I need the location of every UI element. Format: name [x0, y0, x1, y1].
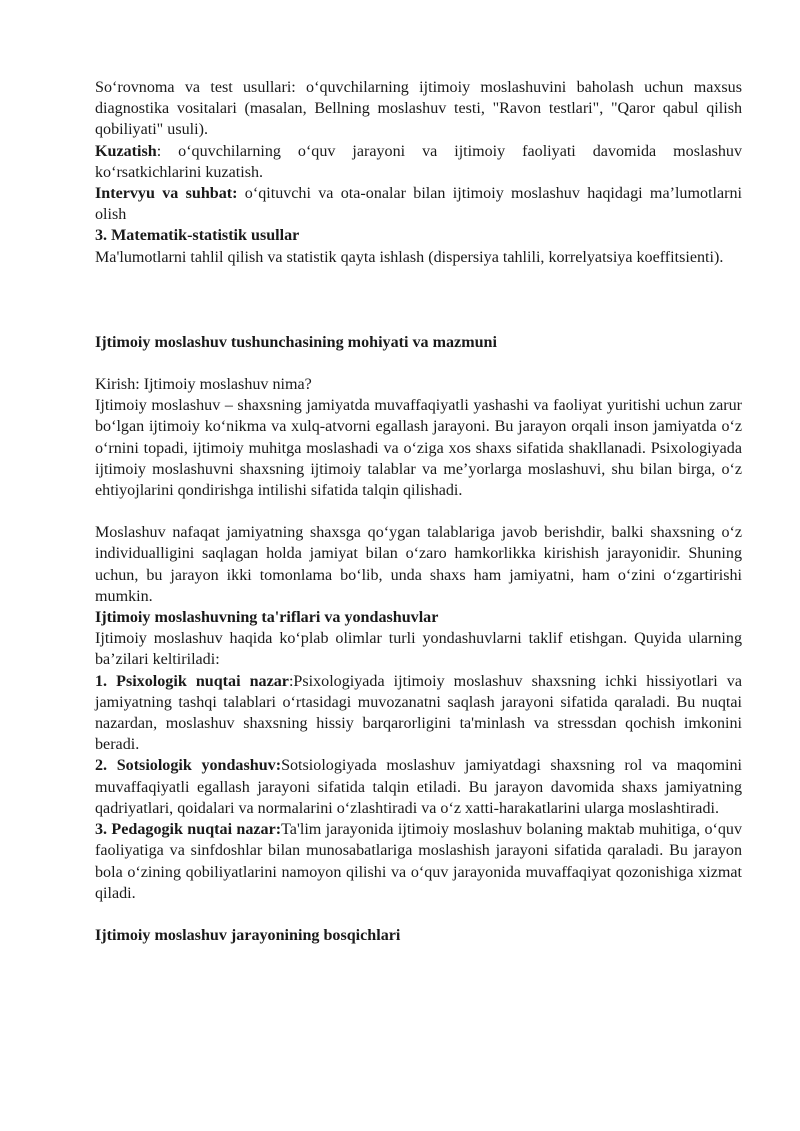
pedagogical-text: Ta'lim jarayonida ijtimoiy moslashuv bolaning maktab muhitiga, o‘quv faoliyatiga va sinfdoshlar bilan munosabatlariga moslashish jarayoni sifatida qaraladi. Bu jarayon bola o‘zining qobiliyatlarini namoyon qilishi va o‘quv jarayonida muvaffaqiyat qozonishiga xizmat qiladi.: [95, 821, 742, 902]
heading-definitions-approaches: Ijtimoiy moslashuvning ta'riflari va yondashuvlar: [95, 609, 439, 627]
observation-label: Kuzatish: [95, 142, 157, 160]
intro-question: Kirish: Ijtimoiy moslashuv nima?: [95, 376, 312, 394]
psychological-label: 1. Psixologik nuqtai nazar: [95, 672, 289, 690]
spacer: [95, 268, 742, 332]
paragraph-definition: Ijtimoiy moslashuv – shaxsning jamiyatda muvaffaqiyatli yashashi va faoliyat yuritishi uchun zarur bo‘lgan ijtimoiy ko‘nikma va xulq-atvorni egallash jarayoni. Bu jarayon orqali inson jamiyatda o‘z o‘rnini topadi, ijtimoiy muhitga moslashadi va o‘ziga xos shaxs sifatida shakllanadi. Psixologiyada ijtimoiy moslashuvni shaxsning ijtimoiy talablar va me’yorlarga moslashuvi, shu bilan birga, o‘z ehtiyojlarini qondirishga intilishi sifatida talqin qilishadi.: [95, 397, 742, 500]
paragraph-data-analysis: Ma'lumotlarni tahlil qilish va statistik qayta ishlash (dispersiya tahlili, korrelyatsiya koeffitsienti).: [95, 248, 724, 266]
list-item-sociological: [95, 755, 742, 819]
paragraph-two-sided-process: Moslashuv nafaqat jamiyatning shaxsga qo‘ygan talablariga javob berishdir, balki shaxsning o‘z individualligini saqlagan holda jamiyat bilan o‘zaro hamkorlikka kirishish jarayonidir. Shuning uchun, bu jarayon ikki tomonlama bo‘lib, unda shaxs ham jamiyatni, ham o‘zini o‘zgartirishi mumkin.: [95, 524, 742, 605]
sociological-label: 2. Sotsiologik yondashuv:: [95, 757, 282, 775]
spacer: [95, 904, 742, 925]
paragraph-survey-methods: So‘rovnoma va test usullari: o‘quvchilarning ijtimoiy moslashuvini baholash uchun maxsus diagnostika vositalari (masalan, Bellning moslashuv testi, "Ravon testlari", "Qaror qabul qilish qobiliyati" usuli).: [95, 79, 742, 139]
spacer: [95, 501, 742, 522]
heading-math-statistics: 3. Matematik-statistik usullar: [95, 227, 300, 245]
spacer: [95, 353, 742, 374]
psychological-text: :Psixologiyada ijtimoiy moslashuv shaxsning ichki hissiyotlari va jamiyatning tashqi talablari o‘rtasidagi muvozanatni saqlash jarayoni sifatida qaraladi. Bu nuqtai nazardan, moslashuv shaxsning hissiy barqarorligini ta'minlash va stressdan qochish imkonini beradi.: [95, 672, 742, 754]
paragraph-observation: [95, 141, 742, 183]
interview-text: o‘qituvchi va ota-onalar bilan ijtimoiy moslashuv haqidagi ma’lumotlarni olish: [95, 185, 742, 224]
section-heading-essence: Ijtimoiy moslashuv tushunchasining mohiyati va mazmuni: [95, 333, 497, 351]
observation-text: : o‘quvchilarning o‘quv jarayoni va ijtimoiy faoliyati davomida moslashuv ko‘rsatkichlarini kuzatish.: [95, 142, 742, 181]
list-item-pedagogical: [95, 819, 742, 904]
pedagogical-label: 3. Pedagogik nuqtai nazar:: [95, 821, 282, 839]
sociological-text: Sotsiologiyada moslashuv jamiyatdagi shaxsning rol va maqomini muvaffaqiyatli egallash jarayoni sifatida talqin etiladi. Bu jarayon davomida shaxs jamiyatning qadriyatlari, qoidalari va normalarini o‘zlashtiradi va o‘z xatti-harakatlarini ularga moslashtiradi.: [95, 757, 742, 817]
list-item-psychological: [95, 671, 742, 756]
paragraph-interview: [95, 183, 742, 225]
document-body: [95, 77, 742, 946]
paragraph-approaches-intro: Ijtimoiy moslashuv haqida ko‘plab olimlar turli yondashuvlarni taklif etishgan. Quyida ularning ba’zilari keltiriladi:: [95, 630, 742, 669]
section-heading-stages: Ijtimoiy moslashuv jarayonining bosqichlari: [95, 926, 401, 944]
interview-label: Intervyu va suhbat:: [95, 185, 238, 203]
